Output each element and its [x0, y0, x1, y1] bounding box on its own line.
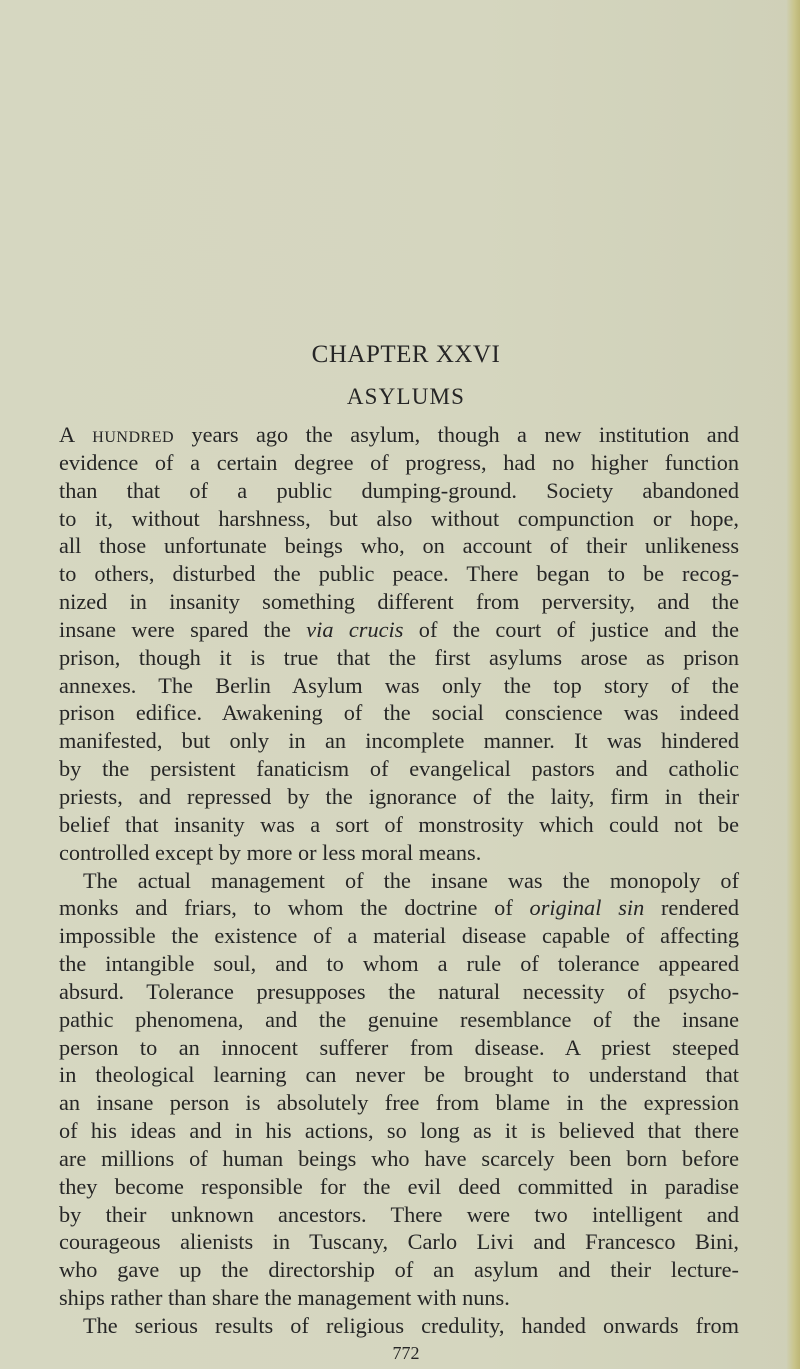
text-line: are millions of human beings who have scarcely been born before — [59, 1145, 739, 1171]
text-line: belief that insanity was a sort of monstrosity which could not be — [59, 811, 739, 837]
text-line: courageous alienists in Tuscany, Carlo Livi and Francesco Bini, — [59, 1229, 739, 1255]
text-line: pathic phenomena, and the genuine resemblance of the insane — [59, 1006, 739, 1032]
text-line: the intangible soul, and to whom a rule of tolerance appeared — [59, 951, 739, 977]
chapter-heading: CHAPTER XXVI — [311, 341, 501, 368]
text-line: an insane person is absolutely free from blame in the expression — [59, 1090, 739, 1116]
text-line: The serious results of religious credulity, handed onwards from — [83, 1313, 739, 1338]
chapter-title: ASYLUMS — [346, 384, 466, 409]
text-line: by the persistent fanaticism of evangelical pastors and catholic — [59, 756, 739, 782]
text-line: impossible the existence of a material disease capable of affecting — [59, 923, 739, 949]
text-line: prison edifice. Awakening of the social conscience was indeed — [59, 700, 739, 726]
page-number: 772 — [392, 1343, 420, 1363]
text-line: of his ideas and in his actions, so long as it is believed that there — [59, 1118, 739, 1144]
text-line: in theological learning can never be brought to understand that — [59, 1062, 739, 1088]
text-line: The actual management of the insane was the monopoly of — [83, 867, 739, 893]
lead-smallcaps: A hundred — [59, 422, 175, 447]
text-line: all those unfortunate beings who, on account of their unlikeness — [59, 533, 739, 559]
text-line: to it, without harshness, but also without compunction or hope, — [59, 505, 739, 531]
text-line: absurd. Tolerance presupposes the natural necessity of psycho- — [59, 978, 739, 1004]
italic-phrase: via crucis — [306, 616, 404, 642]
text-line: by their unknown ancestors. There were two intelligent and — [59, 1201, 739, 1227]
text-line: ships rather than share the management with nuns. — [59, 1285, 510, 1311]
text-line: prison, though it is true that the first asylums arose as prison — [59, 644, 739, 670]
text-line: A hundred years ago the asylum, though a new institution and — [59, 422, 739, 447]
page-edge — [786, 0, 800, 1369]
text-line: evidence of a certain degree of progress, had no higher function — [59, 449, 739, 475]
text-line: priests, and repressed by the ignorance of the laity, firm in their — [59, 783, 739, 809]
text-line: annexes. The Berlin Asylum was only the top story of the — [59, 672, 739, 698]
text-line: nized in insanity something different from perversity, and the — [59, 589, 739, 615]
body-text — [59, 421, 739, 1340]
text-line: insane were spared the via crucis of the court of justice and the — [59, 616, 739, 642]
text-line: manifested, but only in an incomplete manner. It was hindered — [59, 728, 739, 754]
text-line: person to an innocent sufferer from disease. A priest steeped — [59, 1034, 739, 1060]
text-line: than that of a public dumping-ground. Society abandoned — [59, 477, 739, 503]
italic-phrase: original sin — [529, 895, 645, 921]
text-line: controlled except by more or less moral means. — [59, 839, 482, 865]
text-line: to others, disturbed the public peace. There began to be recog- — [59, 561, 739, 587]
text-line: they become responsible for the evil deed committed in paradise — [59, 1173, 739, 1199]
text-line: monks and friars, to whom the doctrine of original sin rendered — [59, 895, 739, 921]
text-line: who gave up the directorship of an asylum and their lecture- — [59, 1257, 739, 1283]
